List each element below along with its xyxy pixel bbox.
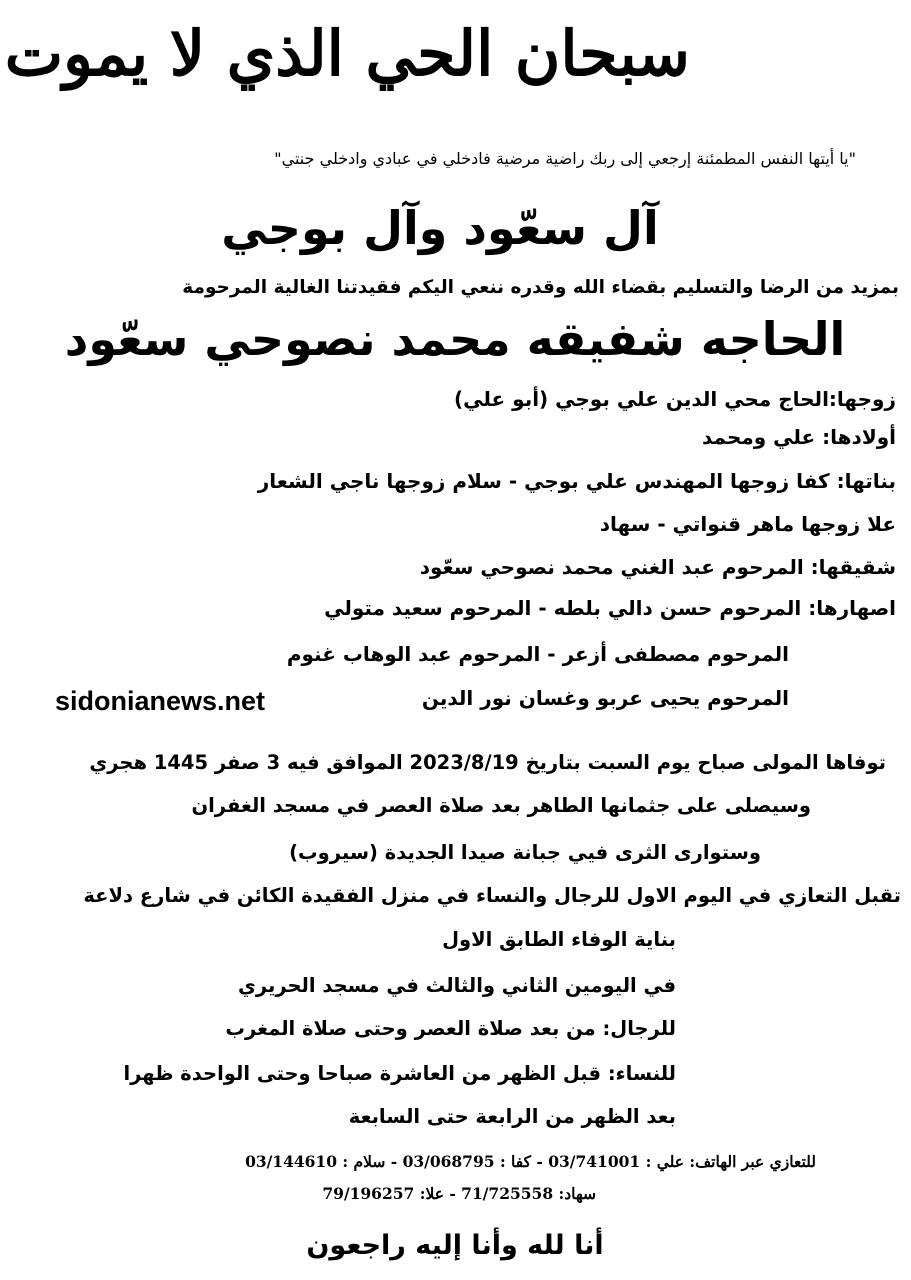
condolences-afternoon: بعد الظهر من الرابعة حتى السابعة <box>348 1105 676 1128</box>
death-date-line: توفاها المولى صباح يوم السبت بتاريخ 2023/8/19 الموافق فيه 3 صفر 1445 هجري <box>89 751 886 774</box>
burial-line: وستوارى الثرى فيي جبانة صيدا الجديدة (سيروب) <box>289 841 761 864</box>
announcement-intro: بمزيد من الرضا والتسليم بقضاء الله وقدره ننعي اليكم فقيدتنا الغالية المرحومة <box>182 277 899 298</box>
daughters-line-2: علا زوجها ماهر قنواتي - سهاد <box>599 512 896 536</box>
husband-line: زوجها:الحاج محي الدين علي بوجي (أبو علي) <box>453 387 896 411</box>
condolences-women: للنساء: قبل الظهر من العاشرة صباحا وحتى الواحدة ظهرا <box>123 1062 676 1085</box>
condolences-men: للرجال: من بعد صلاة العصر وحتى صلاة المغرب <box>225 1017 676 1040</box>
closing-phrase: أنا لله وأنا إليه راجعون <box>306 1230 604 1261</box>
families-title: آل سعّود وآل بوجي <box>221 201 659 255</box>
in-laws-line-2: المرحوم مصطفى أزعر - المرحوم عبد الوهاب غنوم <box>286 642 789 666</box>
quran-verse: "يا أيتها النفس المطمئنة إرجعي إلى ربك راضية مرضية فادخلي في عبادي وادخلي جنتي" <box>274 149 856 168</box>
condolences-days: في اليومين الثاني والثالث في مسجد الحريري <box>238 974 676 997</box>
phones-line-1: للتعازي عبر الهاتف: علي : 03/741001 - كفا : 03/068795 - سلام : 03/144610 <box>245 1152 816 1171</box>
brother-line: شقيقها: المرحوم عبد الغني محمد نصوحي سعّود <box>419 555 896 579</box>
website-watermark: sidonianews.net <box>55 686 266 716</box>
condolences-intro: تقبل التعازي في اليوم الاول للرجال والنساء في منزل الفقيدة الكائن في شارع دلاعة <box>83 884 901 907</box>
daughters-line-1: بناتها: كفا زوجها المهندس علي بوجي - سلام زوجها ناجي الشعار <box>257 469 896 493</box>
prayer-line: وسيصلى على جثمانها الطاهر بعد صلاة العصر في مسجد الغفران <box>191 794 811 817</box>
phones-line-2: سهاد: 71/725558 - علا: 79/196257 <box>322 1184 596 1203</box>
in-laws-line-1: اصهارها: المرحوم حسن دالي بلطه - المرحوم سعيد متولي <box>324 596 896 620</box>
condolences-building: بناية الوفاء الطابق الاول <box>442 928 676 951</box>
in-laws-line-3: المرحوم يحيى عربو وغسان نور الدين <box>421 686 789 710</box>
sons-line: أولادها: علي ومحمد <box>702 425 896 449</box>
header-calligraphy: سبحان الحي الذي لا يموت <box>4 17 690 90</box>
deceased-name: الحاجه شفيقه محمد نصوحي سعّود <box>64 312 846 366</box>
